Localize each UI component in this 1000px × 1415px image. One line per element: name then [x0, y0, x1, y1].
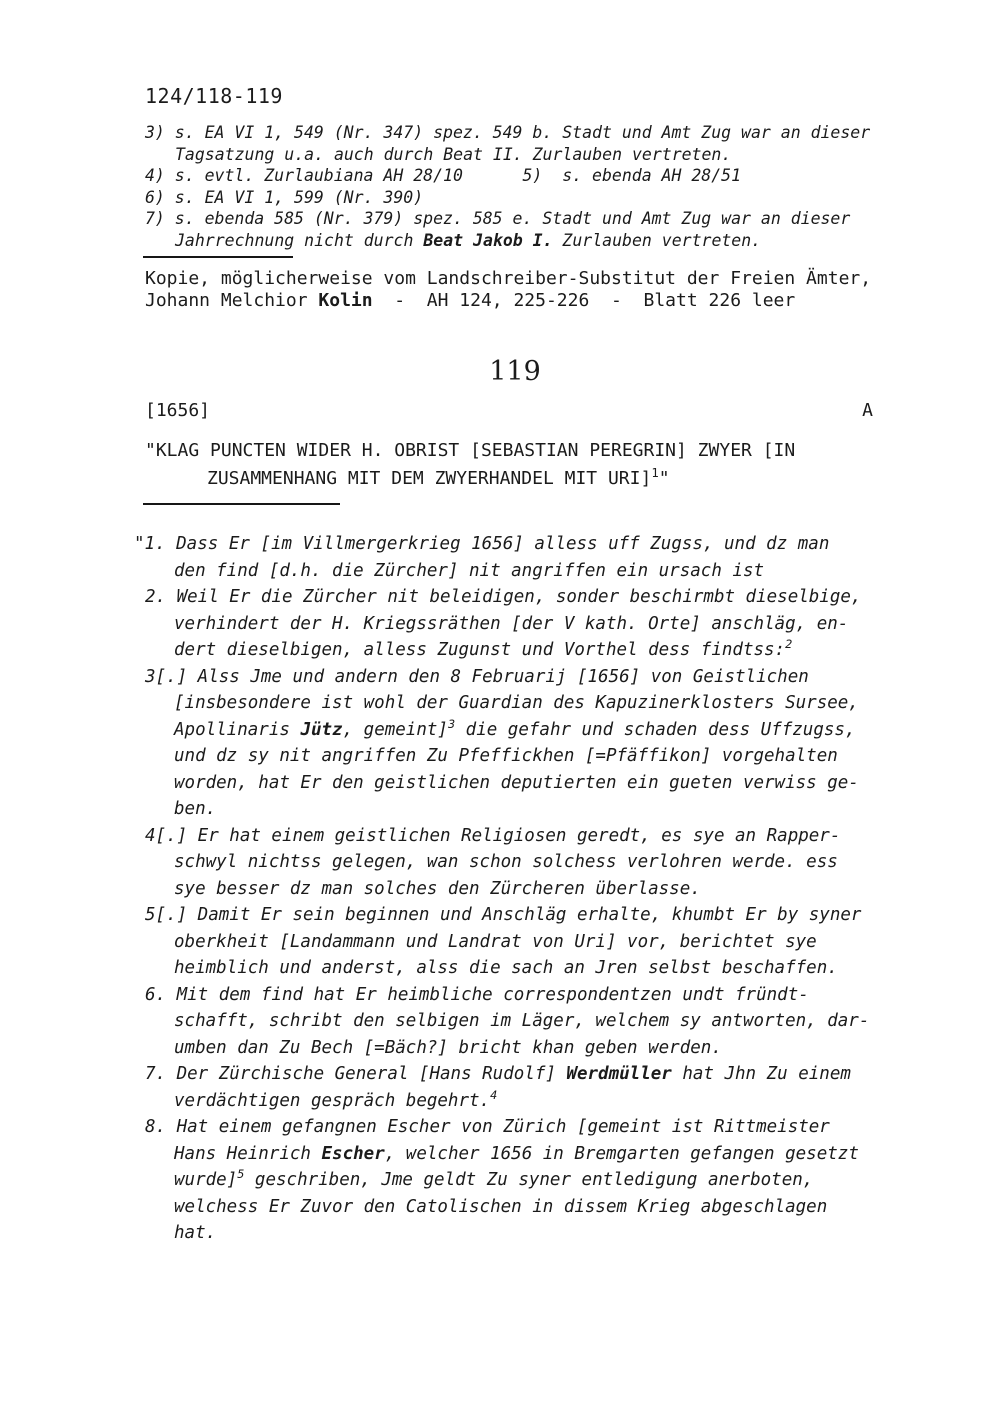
text-line: heimblich und anderst, alss die sach an Jren selbst beschaffen. — [174, 958, 838, 978]
text-line: Johann Melchior Kolin - AH 124, 225-226 - Blatt 226 leer — [145, 290, 796, 311]
text-line: 7) s. ebenda 585 (Nr. 379) spez. 585 e. Stadt und Amt Zug war an dieser — [145, 209, 851, 228]
text-line: [insbesondere ist wohl der Guardian des Kapuzinerklosters Sursee, — [174, 693, 859, 713]
text-line: verhindert der H. Kriegssräthen [der V kath. Orte] anschläg, en- — [174, 613, 849, 634]
body-text — [134, 531, 870, 1247]
text-line: 6. Mit dem find hat Er heimbliche correspondentzen undt fründt- — [145, 984, 809, 1005]
text-line: Tagsatzung u.a. auch durch Beat II. Zurlauben vertreten. — [175, 144, 732, 164]
date-row — [145, 400, 885, 421]
text-line: 4) s. evtl. Zurlaubiana AH 28/10 5) s. ebenda AH 28/51 — [145, 166, 742, 185]
text-line: schafft, schribt den selbigen im Läger, welchem sy antworten, dar- — [174, 1011, 870, 1031]
document-number-heading: 119 — [489, 356, 541, 387]
text-line: Jahrrechnung nicht durch Beat Jakob I. Zurlauben vertreten. — [175, 230, 762, 250]
text-line: 5[.] Damit Er sein beginnen und Anschläg erhalte, khumbt Er by syner — [145, 905, 862, 925]
title-separator-rule — [143, 503, 340, 505]
text-line: dert dieselbigen, alless Zugunst und Vorthel dess findtss:$^2$ — [174, 637, 793, 660]
text-line: und dz sy nit angriffen Zu Pfeffickhen [=Pfäffikon] vorgehalten — [174, 746, 838, 766]
text-line: 8. Hat einem gefangnen Escher von Zürich [gemeint ist Rittmeister — [145, 1117, 830, 1137]
text-line: 3) s. EA VI 1, 549 (Nr. 347) spez. 549 b. Stadt und Amt Zug war an dieser — [145, 123, 871, 142]
text-line: Apollinaris Jütz, gemeint]$^3$ die gefahr und schaden dess Uffzugss, — [174, 716, 856, 740]
text-line: ben. — [174, 799, 217, 819]
text-line: schwyl nichtss gelegen, wan schon solchess verlohren werde. ess — [174, 852, 838, 872]
text-line: sye besser dz man solches den Zürcheren überlasse. — [174, 878, 701, 899]
text-line: Kopie, möglicherweise vom Landschreiber-Substitut der Freien Ämter, — [145, 268, 872, 289]
page-reference-number: 124/118-119 — [145, 84, 283, 108]
text-line: 4[.] Er hat einem geistlichen Religiosen geredt, es sye an Rapper- — [145, 825, 841, 846]
text-line: worden, hat Er den geistlichen deputierten ein gueten verwiss ge- — [174, 772, 859, 793]
footnotes-section — [145, 122, 870, 251]
text-line: 3[.] Alss Jme und andern den 8 Februarij [1656] von Geistlichen — [145, 666, 809, 687]
text-line: verdächtigen gespräch begehrt.$^4$ — [174, 1087, 498, 1111]
text-line: oberkheit [Landammann und Landrat von Uri] vor, berichtet sye — [174, 931, 817, 952]
text-line: 2. Weil Er die Zürcher nit beleidigen, sonder beschirmbt dieselbige, — [145, 587, 862, 607]
corner-letter: A — [862, 400, 873, 421]
date-label: [1656] — [145, 400, 211, 421]
footnote-separator-rule — [143, 256, 293, 258]
text-line: 7. Der Zürchische General [Hans Rudolf] Werdmüller hat Jhn Zu einem — [145, 1064, 851, 1084]
text-line: "KLAG PUNCTEN WIDER H. OBRIST [SEBASTIAN PEREGRIN] ZWYER [IN — [145, 440, 796, 461]
text-line: umben dan Zu Bech [=Bäch?] bricht khan geben werden. — [174, 1037, 722, 1058]
text-line: "1. Dass Er [im Villmergerkrieg 1656] alless uff Zugss, und dz man — [134, 534, 830, 554]
text-line: 6) s. EA VI 1, 599 (Nr. 390) — [145, 187, 424, 207]
source-note — [145, 268, 871, 312]
text-line: wurde]$^5$ geschriben, Jme geldt Zu syner entledigung anerboten, — [174, 1167, 814, 1190]
text-line: Hans Heinrich Escher, welcher 1656 in Bremgarten gefangen gesetzt — [174, 1143, 859, 1164]
text-line: welchess Er Zuvor den Catolischen in dissem Krieg abgeschlagen — [174, 1196, 828, 1217]
text-line: den find [d.h. die Zürcher] nit angriffen ein ursach ist — [174, 560, 765, 581]
text-line: hat. — [174, 1223, 217, 1243]
text-line: ZUSAMMENHANG MIT DEM ZWYERHANDEL MIT URI]$^1$" — [207, 466, 670, 489]
document-title — [145, 437, 795, 493]
